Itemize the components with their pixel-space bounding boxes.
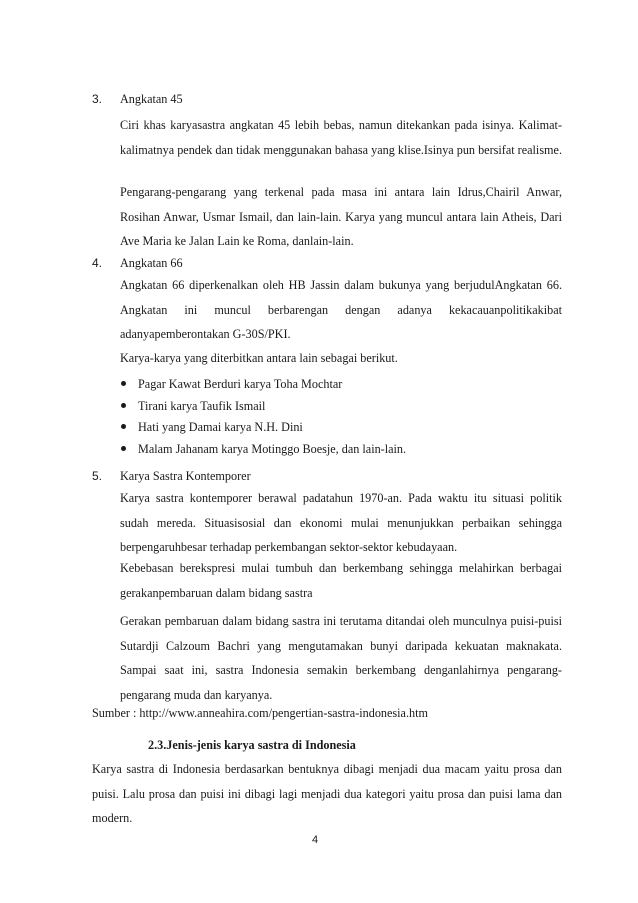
list-item: Malam Jahanam karya Motinggo Boesje, dan lain-lain. <box>120 439 406 461</box>
section-4-number: 4. <box>92 256 103 270</box>
bullet-icon <box>121 381 126 386</box>
list-item: Hati yang Damai karya N.H. Dini <box>120 417 406 439</box>
section-5-number: 5. <box>92 469 103 483</box>
bullet-icon <box>121 403 126 408</box>
section-4-title: Angkatan 66 <box>120 256 183 270</box>
list-item: Pagar Kawat Berduri karya Toha Mochtar <box>120 374 406 396</box>
section-5-paragraph-1: Karya sastra kontemporer berawal padatahun 1970-an. Pada waktu itu situasi politik sudah mereda. Situasisosial dan ekonomi mulai menunjukkan perbaikan sehingga berpengaruhbesar terhadap perkembangan sektor-sektor kebudayaan. <box>120 491 562 555</box>
section-5-paragraph-3: Gerakan pembaruan dalam bidang sastra ini terutama ditandai oleh munculnya puisi-puisi Sutardji Calzoum Bachri yang mengutamakan bunyi daripada kekuatan maknakata. Sampai saat ini, sastra Indonesia semakin berkembang denganlahirnya pengarang-pengarang muda dan karyanya. <box>120 614 562 702</box>
section-3-title: Angkatan 45 <box>120 92 183 106</box>
subheading-2-3: 2.3.Jenis-jenis karya sastra di Indonesia <box>148 738 356 752</box>
list-item: Tirani karya Taufik Ismail <box>120 396 406 418</box>
section-3-paragraph-2: Pengarang-pengarang yang terkenal pada masa ini antara lain Idrus,Chairil Anwar, Rosihan Anwar, Usmar Ismail, dan lain-lain. Karya yang muncul antara lain Atheis, Dari Ave Maria ke Jalan Lain ke Roma, danlain-lain. <box>120 185 562 249</box>
section-3-paragraph-1: Ciri khas karyasastra angkatan 45 lebih bebas, namun ditekankan pada isinya. Kalimat-kalimatnya pendek dan tidak menggunakan bahasa yang klise.Isinya pun bersifat realisme. <box>120 118 562 157</box>
page-number: 4 <box>312 834 319 846</box>
section-5-paragraph-2: Kebebasan berekspresi mulai tumbuh dan berkembang sehingga melahirkan berbagai gerakanpembaruan dalam bidang sastra <box>120 561 562 600</box>
source-citation: Sumber : http://www.anneahira.com/pengertian-sastra-indonesia.htm <box>92 706 428 720</box>
bullet-icon <box>121 446 126 451</box>
section-4-bullet-list <box>120 374 406 460</box>
bullet-icon <box>121 424 126 429</box>
section-4-paragraph-1: Angkatan 66 diperkenalkan oleh HB Jassin dalam bukunya yang berjudulAngkatan 66. Angkatan ini muncul berbarengan dengan adanya kekacauanpolitikakibat adanyapemberontakan G-30S/PKI. <box>120 278 562 342</box>
section-3-number: 3. <box>92 92 103 106</box>
body-paragraph: Karya sastra di Indonesia berdasarkan bentuknya dibagi menjadi dua macam yaitu prosa dan puisi. Lalu prosa dan puisi ini dibagi lagi menjadi dua kategori yaitu prosa dan puisi lama dan modern. <box>92 762 562 826</box>
section-4-paragraph-2: Karya-karya yang diterbitkan antara lain sebagai berikut. <box>120 351 398 365</box>
section-5-title: Karya Sastra Kontemporer <box>120 469 251 483</box>
